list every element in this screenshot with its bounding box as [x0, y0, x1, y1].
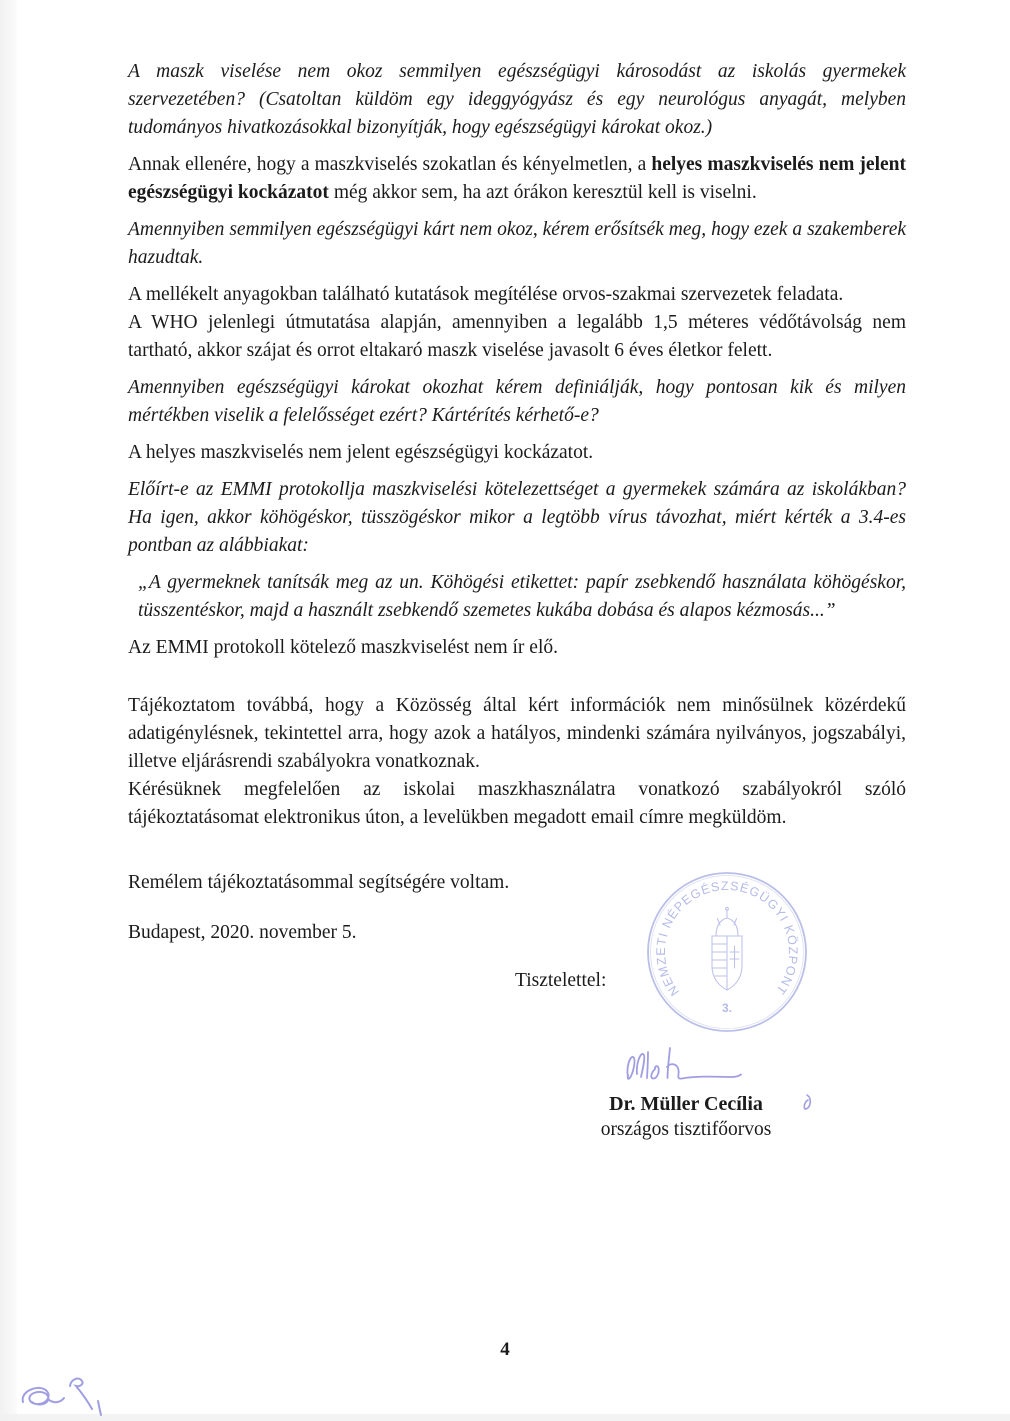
paragraph: Kérésüknek megfelelően az iskolai maszkhasználatra vonatkozó szabályokról szóló tájékoztatásomat elektronikus úton, a levelükben megadott email címre megküldöm.	[128, 779, 906, 828]
text-segment: Annak ellenére, hogy a maszkviselés szokatlan és kényelmetlen, a	[128, 154, 652, 175]
pen-mark-icon	[802, 1092, 816, 1119]
handwritten-scribble-icon	[14, 1374, 110, 1421]
signer-name: Dr. Müller Cecília	[609, 1093, 763, 1115]
closing-salutation: Tisztelettel:	[515, 970, 607, 991]
coat-of-arms-icon	[712, 907, 742, 990]
paragraph: A WHO jelenlegi útmutatása alapján, amennyiben a legalább 1,5 méteres védőtávolság nem tartható, akkor szájat és orrot eltakaró maszk viselése javasolt 6 éves életkor felett.	[128, 312, 906, 361]
scan-edge-left	[0, 0, 17, 1421]
letter-body	[128, 58, 906, 995]
signature-strokes	[627, 1048, 741, 1079]
pen-mark-stroke	[804, 1095, 810, 1109]
paragraph: A maszk viselése nem okoz semmilyen egészségügyi károsodást az iskolás gyermekek szervezetében? (Csatoltan küldöm egy ideggyógyász és egy neurológus anyagát, melyben tudományos hivatkozásokkal bizonyítják, hogy egészségügyi károkat okoz.)	[128, 61, 906, 138]
paragraph: Amennyiben semmilyen egészségügyi kárt nem okoz, kérem erősítsék meg, hogy ezek a szakemberek hazudtak.	[128, 219, 906, 268]
stamp-seal-icon	[640, 862, 816, 1044]
paragraph: Tájékoztatom továbbá, hogy a Közösség által kért információk nem minősülnek közérdekű adatigénylésnek, tekintettel arra, hogy azok a hatályos, mindenki számára nyilványos, jogszabályi, illetve eljárásrendi szabályokra vonatkoznak.	[128, 695, 906, 772]
signature-block	[588, 1040, 784, 1142]
paragraph: Az EMMI protokoll kötelező maszkviselést nem ír elő.	[128, 637, 558, 658]
paragraph	[128, 151, 906, 207]
closing-date-line: Budapest, 2020. november 5.	[128, 922, 357, 943]
signer-title: országos tisztifőorvos	[600, 1119, 772, 1140]
stamp-badge-number: 3.	[721, 1001, 733, 1015]
paragraph: A helyes maszkviselés nem jelent egészségügyi kockázatot.	[128, 442, 594, 463]
page-number: 4	[500, 1339, 510, 1360]
paragraph: Előírt-e az EMMI protokollja maszkviselési kötelezettséget a gyermekek számára az iskolákban? Ha igen, akkor köhögéskor, tüsszögéskor mikor a legtöbb vírus távozhat, miért kérték a 3.4-es pontban az alábbiakat:	[128, 479, 906, 556]
text-segment: még akkor sem, ha azt órákon keresztül kell is viselni.	[328, 182, 757, 203]
scribble-strokes	[23, 1379, 101, 1415]
stamp-ring-text: NEMZETI NÉPEGÉSZSÉGÜGYI KÖZPONT	[653, 878, 801, 999]
signature-icon	[621, 1040, 751, 1090]
paragraph-quote: „A gyermeknek tanítsák meg az un. Köhögési etikettet: papír zsebkendő használata köhögéskor, tüsszentéskor, majd a használt zsebkendő szemetes kukába dobása és alapos kézmosás...”	[138, 572, 906, 621]
closing-hope-line: Remélem tájékoztatásommal segítségére voltam.	[128, 872, 510, 893]
paragraph: Amennyiben egészségügyi károkat okozhat kérem definiálják, hogy pontosan kik és milyen mértékben viselik a felelősséget ezért? Kártérítés kérhető-e?	[128, 377, 906, 426]
official-stamp	[640, 862, 816, 1049]
scan-edge-bottom	[0, 1414, 1010, 1421]
text-segment-bold: helyes maszkviselés nem jelent egészségügyi kockázatot	[128, 154, 906, 203]
paragraph: A mellékelt anyagokban található kutatások megítélése orvos-szakmai szervezetek feladata.	[128, 284, 844, 305]
